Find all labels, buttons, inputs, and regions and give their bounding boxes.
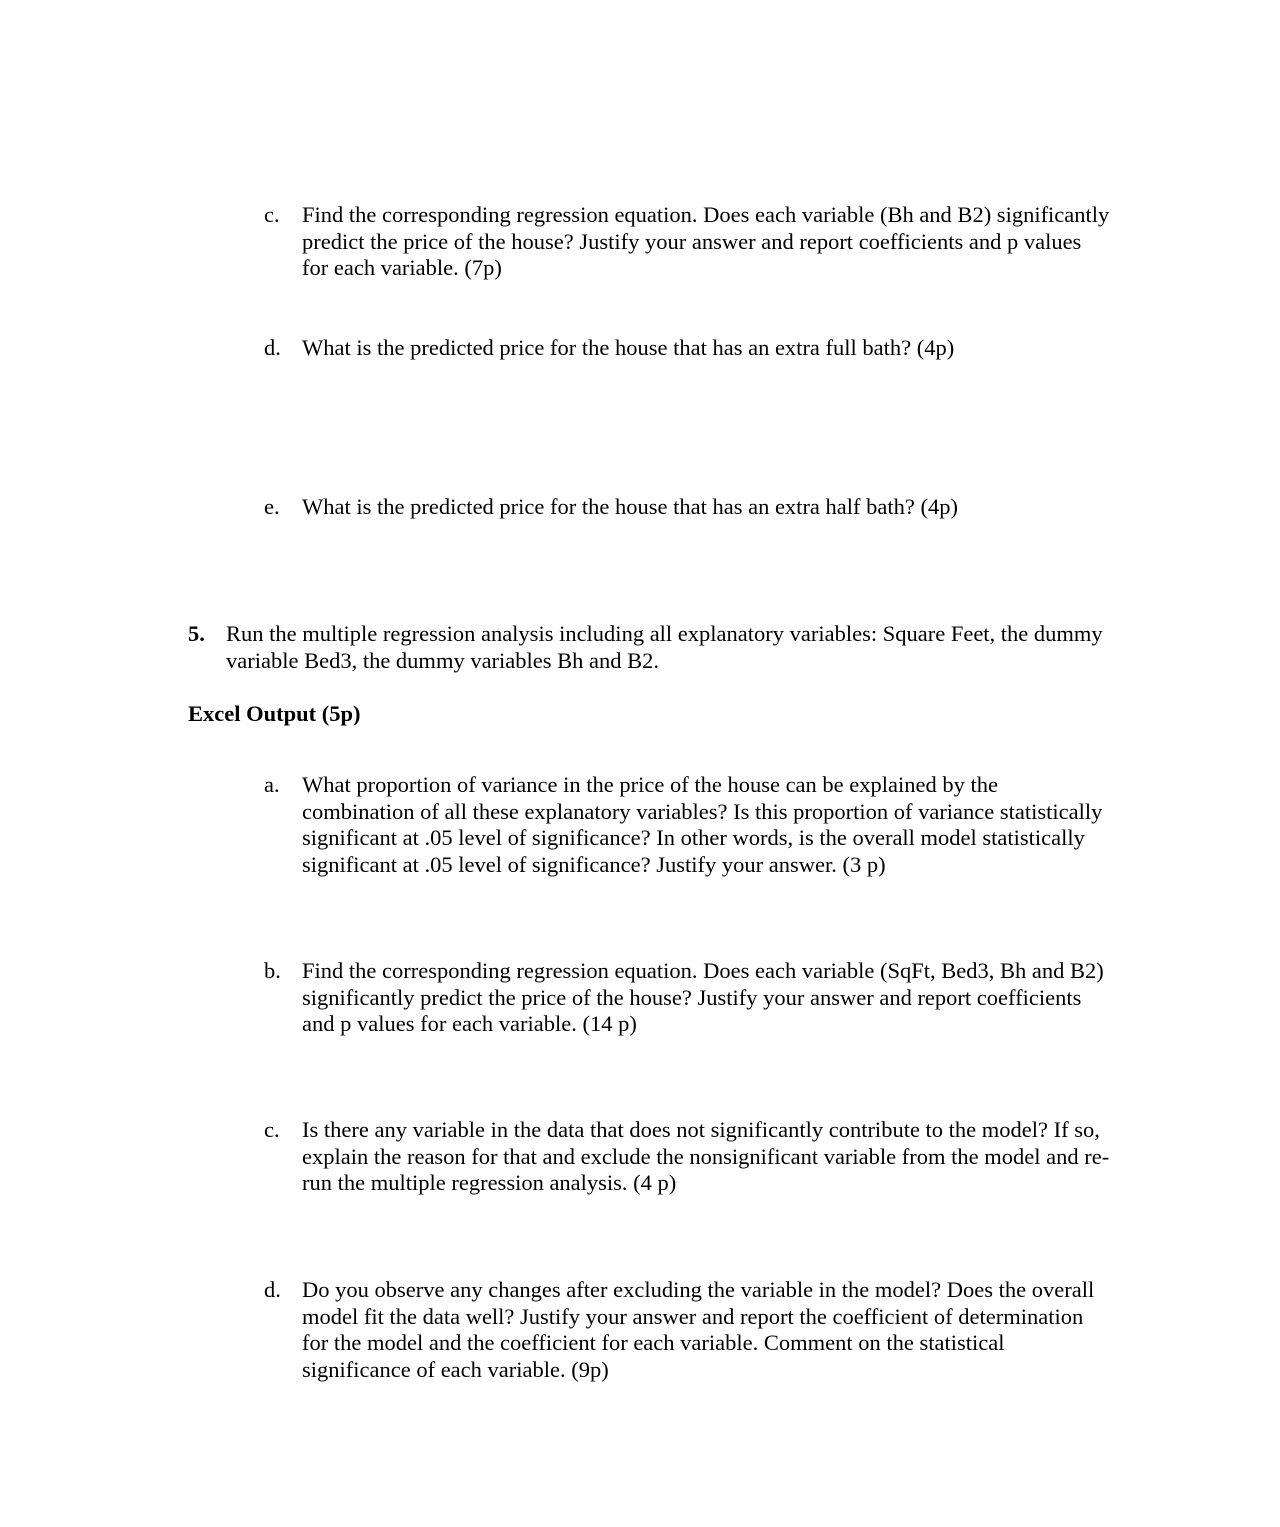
- question-5-label: 5.: [188, 621, 205, 646]
- question-4c-label: c.: [264, 202, 280, 227]
- question-4d-text: What is the predicted price for the house that has an extra full bath? (4p): [302, 335, 955, 360]
- question-5a-text: What proportion of variance in the price of the house can be explained by the combination of all these explanatory variables? Is this proportion of variance statistically significant at .05 level of significance? In other words, is the overall model statistically significant at .05 level of significance? Justify your answer. (3 p): [302, 772, 1103, 877]
- question-5a-label: a.: [264, 772, 280, 797]
- question-5d-label: d.: [264, 1277, 281, 1302]
- question-5d-text: Do you observe any changes after excluding the variable in the model? Does the overall model fit the data well? Justify your answer and report the coefficient of determination for the model and the coefficient for each variable. Comment on the statistical significance of each variable. (9p): [302, 1277, 1095, 1382]
- question-4e-label: e.: [264, 494, 280, 519]
- excel-output-heading: Excel Output (5p): [188, 701, 361, 726]
- question-4e-text: What is the predicted price for the house that has an extra half bath? (4p): [302, 494, 958, 519]
- question-5c-label: c.: [264, 1117, 280, 1142]
- question-5c-text: Is there any variable in the data that does not significantly contribute to the model? If so, explain the reason for that and exclude the nonsignificant variable from the model and re- run the multiple regression analysis. (4 p): [302, 1117, 1110, 1195]
- question-4d-label: d.: [264, 335, 281, 360]
- question-4c-text: Find the corresponding regression equation. Does each variable (Bh and B2) significantly predict the price of the house? Justify your answer and report coefficients and p values for each variable. (7p): [302, 202, 1110, 280]
- question-5-text: Run the multiple regression analysis including all explanatory variables: Square Feet, the dummy variable Bed3, the dummy variables Bh and B2.: [226, 621, 1103, 673]
- question-5b-text: Find the corresponding regression equation. Does each variable (SqFt, Bed3, Bh and B2) significantly predict the price of the house? Justify your answer and report coefficients and p values for each variable. (14 p): [302, 958, 1104, 1036]
- question-5b-label: b.: [264, 958, 281, 983]
